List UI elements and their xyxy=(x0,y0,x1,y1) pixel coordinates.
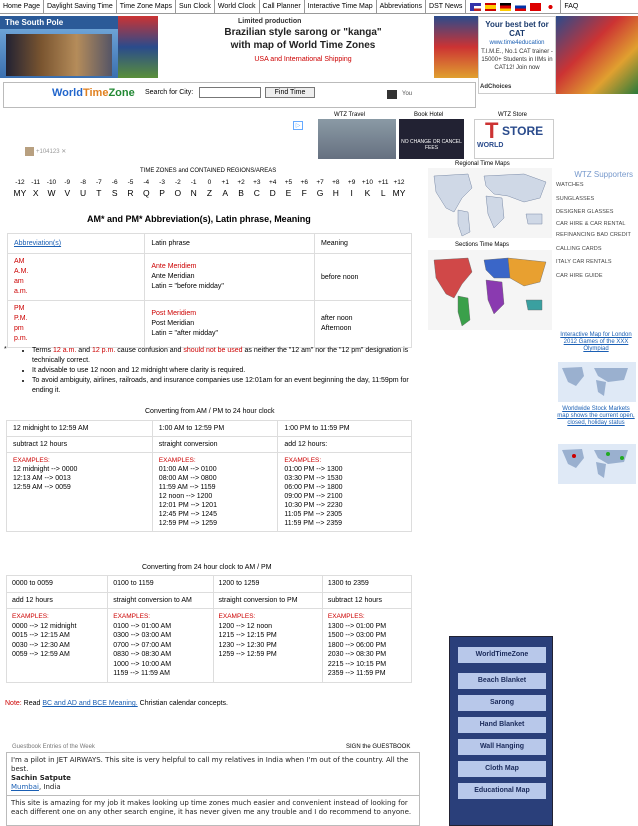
conv2-title: Converting from 24 hour clock to AM / PM xyxy=(142,564,272,571)
abbr-value: A.M. xyxy=(14,268,29,275)
poster-item[interactable]: Cloth Map xyxy=(458,761,546,777)
cat-ad-url[interactable]: www.time4education xyxy=(489,40,545,46)
regional-map-graphic xyxy=(428,168,552,238)
meaning-cell xyxy=(315,254,412,301)
tz-letter[interactable]: N xyxy=(190,188,197,198)
meaning-value: before noon xyxy=(321,273,359,281)
tz-offset[interactable]: -6 xyxy=(111,179,118,186)
tz-offset[interactable]: +7 xyxy=(316,179,324,186)
example-line: 01:00 AM --> 0100 xyxy=(158,466,217,473)
nav-faq[interactable]: FAQ xyxy=(564,3,579,10)
nav-sun-clock[interactable]: Sun Clock xyxy=(176,0,215,13)
guestbook-heading: Guestbook Entries of the Week xyxy=(12,744,95,750)
tz-heading: TIME ZONES and CONTAINED REGIONS/AREAS xyxy=(140,168,277,174)
tz-letter[interactable]: S xyxy=(111,188,118,198)
example-line: 08:00 AM --> 0800 xyxy=(158,475,217,482)
tz-letter[interactable]: K xyxy=(364,188,371,198)
poster-item[interactable]: Educational Map xyxy=(458,783,546,799)
abbr-cell xyxy=(8,301,145,348)
book-hotel-image[interactable] xyxy=(399,119,464,159)
wtz-travel-image[interactable] xyxy=(318,119,396,159)
close-icon[interactable]: ✕ xyxy=(61,149,67,155)
poster-item[interactable]: WorldTimeZone xyxy=(458,647,546,663)
south-pole-photo xyxy=(6,34,112,76)
conv-examples xyxy=(7,609,108,683)
nav-call-planner[interactable]: Call Planner xyxy=(260,0,305,13)
tz-letter[interactable]: X xyxy=(32,188,39,198)
tz-offsets-row xyxy=(12,179,407,186)
tz-letter[interactable]: C xyxy=(253,188,260,198)
example-line: 06:00 PM --> 1800 xyxy=(284,484,343,491)
supporter-link[interactable]: CAR HIRE & CAR RENTAL xyxy=(556,220,626,227)
tz-offset[interactable]: +4 xyxy=(268,179,277,186)
cat-ad-body: T.I.M.E., No.1 CAT trainer - 15000+ Students in IIMs in CAT12! Join now xyxy=(481,49,553,71)
poster-item[interactable]: Sarong xyxy=(458,695,546,711)
example-line: 0830 --> 08:30 AM xyxy=(113,651,172,658)
examples-label: EXAMPLES: xyxy=(327,613,365,620)
store-logo-tz: T xyxy=(485,118,499,143)
tz-letter[interactable]: T xyxy=(96,188,102,198)
entry-author: Sachin Satpute xyxy=(11,774,71,782)
entry-country: , India xyxy=(38,783,61,791)
conv-range: 0000 to 0059 xyxy=(7,576,108,593)
col-header-abbr[interactable]: Abbreviation(s) xyxy=(8,234,145,254)
note-line xyxy=(5,700,228,707)
note-label: Note: xyxy=(5,700,22,707)
guestbook-entries[interactable] xyxy=(6,752,420,826)
tz-letter[interactable]: E xyxy=(285,188,292,198)
conv-range: 1:00 PM to 11:59 PM xyxy=(278,421,412,437)
example-line: 12:45 PM --> 1245 xyxy=(158,511,217,518)
adchoices-label[interactable]: AdChoices xyxy=(480,84,512,90)
example-line: 1500 --> 03:00 PM xyxy=(327,632,387,639)
table-row xyxy=(7,421,412,437)
city-search-label: Search for City: xyxy=(145,89,194,96)
tz-letter[interactable]: G xyxy=(316,188,324,198)
sarong-image-right xyxy=(434,16,478,78)
tz-offset[interactable]: +6 xyxy=(300,179,308,186)
latin-phrase: Ante Meridiem xyxy=(151,263,197,270)
nav-time-zone-maps[interactable]: Time Zone Maps xyxy=(117,0,176,13)
wtz-travel-label[interactable]: WTZ Travel xyxy=(334,112,365,118)
table-row xyxy=(7,609,412,683)
table-row xyxy=(8,301,412,348)
latin-alt: Post Meridian xyxy=(151,320,195,327)
conv-examples xyxy=(278,453,412,532)
example-line: 1000 --> 10:00 AM xyxy=(113,660,172,668)
flag-japan-icon[interactable] xyxy=(545,3,556,11)
top-nav xyxy=(0,0,638,14)
hotel-ad-text: NO CHANGE OR CANCEL FEES xyxy=(401,139,462,151)
conv2-table xyxy=(6,575,412,683)
olympiad-map-graphic xyxy=(558,362,636,402)
abbr-value: a.m. xyxy=(14,288,28,295)
flag-us-icon[interactable] xyxy=(470,3,481,11)
examples-label: EXAMPLES: xyxy=(284,457,322,464)
tz-offset[interactable]: -3 xyxy=(159,179,165,186)
tz-offset[interactable]: +10 xyxy=(361,179,373,186)
language-flags xyxy=(466,0,561,13)
tz-letter[interactable]: MY xyxy=(13,188,27,198)
youtube-icon[interactable] xyxy=(387,90,397,99)
nav-interactive-map[interactable]: Interactive Time Map xyxy=(305,0,377,13)
book-hotel-label[interactable]: Book Hotel xyxy=(414,112,444,118)
tz-letter[interactable]: L xyxy=(380,188,386,198)
latin-phrase: Post Meridiem xyxy=(151,310,197,317)
bc-ad-link[interactable]: BC and AD and BCE Meaning. xyxy=(42,700,138,707)
example-line: 12 noon --> 1200 xyxy=(158,493,213,500)
tz-letter[interactable]: F xyxy=(301,188,307,198)
conv-range: 1200 to 1259 xyxy=(213,576,322,593)
conv-range: 0100 to 1159 xyxy=(108,576,213,593)
tz-letter[interactable]: R xyxy=(127,188,134,198)
note-text: Christian calendar concepts. xyxy=(137,700,228,707)
table-header-row xyxy=(8,234,412,254)
examples-label: EXAMPLES: xyxy=(158,457,196,464)
ad-info-icon[interactable]: ▷ xyxy=(293,121,303,130)
note-text: Read xyxy=(21,700,43,707)
flag-spain-icon[interactable] xyxy=(485,3,496,11)
table-row xyxy=(8,254,412,301)
table-row xyxy=(7,576,412,593)
poster-item[interactable]: Hand Blanket xyxy=(458,717,546,733)
examples-label: EXAMPLES: xyxy=(13,457,50,464)
example-line: 1159 --> 11:59 AM xyxy=(113,670,170,677)
footnote-star: * xyxy=(4,346,7,353)
counter-value: +104123 xyxy=(36,149,60,155)
store-logo-text: STORE xyxy=(502,124,544,138)
tz-letters-row xyxy=(12,188,407,198)
tz-letter[interactable]: A xyxy=(222,188,229,198)
latin-cell xyxy=(145,254,315,301)
example-line: 0030 --> 12:30 AM xyxy=(12,641,70,649)
example-line: 11:59 PM --> 2359 xyxy=(284,520,342,527)
example-line: 1259 --> 12:59 PM xyxy=(218,651,277,658)
abbr-value: PM xyxy=(14,305,25,312)
conv-examples xyxy=(108,609,213,683)
ampm-table xyxy=(7,233,412,348)
entry-location xyxy=(11,783,415,792)
south-pole-title: The South Pole xyxy=(0,16,118,29)
example-line: 12:01 PM --> 1201 xyxy=(158,502,217,509)
sections-map-graphic xyxy=(428,250,552,330)
supporter-link[interactable]: WATCHES xyxy=(556,182,584,188)
conv-examples xyxy=(322,609,411,683)
examples-label: EXAMPLES: xyxy=(12,613,49,620)
stock-map-graphic xyxy=(558,444,636,484)
flag-germany-icon[interactable] xyxy=(500,3,511,11)
regional-maps-title[interactable]: Regional Time Maps xyxy=(455,161,510,167)
banner-line4: USA and International Shipping xyxy=(254,56,352,63)
tz-offset[interactable]: +12 xyxy=(393,179,405,186)
tz-offset[interactable]: +2 xyxy=(237,179,245,186)
tz-letter[interactable]: W xyxy=(47,188,56,198)
table-row xyxy=(7,453,412,532)
nav-abbreviations[interactable]: Abbreviations xyxy=(377,0,426,13)
col-header-meaning: Meaning xyxy=(315,234,412,254)
tz-offset[interactable]: 0 xyxy=(207,179,212,186)
supporter-link[interactable]: ITALY CAR RENTALS xyxy=(556,259,612,265)
latin-meaning: Latin = "after midday" xyxy=(151,330,219,337)
plus-counter[interactable] xyxy=(36,148,66,155)
cat-ad-heading: Your best bet for CAT xyxy=(485,20,549,38)
example-line: 1230 --> 12:30 PM xyxy=(218,641,277,649)
youtube-label[interactable]: You xyxy=(402,91,413,97)
supporters-panel xyxy=(556,170,636,279)
tz-offset[interactable]: +9 xyxy=(347,179,356,186)
tz-offset[interactable]: +5 xyxy=(284,179,293,186)
conv-examples xyxy=(152,453,278,532)
guestbook-entry xyxy=(7,753,419,795)
tz-letter[interactable]: O xyxy=(174,188,182,198)
banner-line3: with map of World Time Zones xyxy=(230,40,376,51)
example-line: 1215 --> 12:15 PM xyxy=(218,632,277,639)
tz-offset[interactable]: -5 xyxy=(127,179,134,186)
olympiad-map-link[interactable]: Interactive Map for London 2012 Games of the XXX Olympiad xyxy=(560,332,632,352)
note-item: • Terms 12 a.m. and 12 p.m. cause confusion and should not be used as neither the "12 am" nor the "12 pm" designation is technically correct. xyxy=(32,346,420,366)
guestbook-entry xyxy=(7,795,419,820)
tz-letter[interactable]: D xyxy=(269,188,276,198)
store-logo-world: WORLD xyxy=(477,142,504,149)
wtz-store-label[interactable]: WTZ Store xyxy=(498,112,528,118)
supporters-title: WTZ Supporters xyxy=(574,170,633,179)
tz-letter[interactable]: P xyxy=(159,188,165,198)
tz-offset[interactable]: -4 xyxy=(143,179,150,186)
conv1-title: Converting from AM / PM to 24 hour clock xyxy=(145,408,275,415)
supporter-link[interactable]: CAR HIRE GUIDE xyxy=(556,272,603,279)
example-line: 1200 --> 12 noon xyxy=(218,622,273,630)
latin-cell xyxy=(145,301,315,348)
abbr-value: P.M. xyxy=(14,315,28,322)
conv-rule: add 12 hours: xyxy=(278,437,412,453)
poster-item[interactable]: Wall Hanging xyxy=(458,739,546,755)
tz-letter[interactable]: B xyxy=(238,188,244,198)
examples-label: EXAMPLES: xyxy=(113,613,151,620)
tz-offset[interactable]: +3 xyxy=(253,179,261,186)
tz-letter[interactable]: H xyxy=(332,188,339,198)
conv-rule: straight conversion xyxy=(152,437,278,453)
tz-offset[interactable]: +11 xyxy=(377,179,389,186)
nav-world-clock[interactable]: World Clock xyxy=(215,0,260,13)
flag-china-icon[interactable] xyxy=(530,3,541,11)
city-search-input[interactable] xyxy=(199,87,261,98)
tz-offset[interactable]: -12 xyxy=(15,179,25,186)
example-line: 11:05 PM --> 2305 xyxy=(284,511,342,518)
sarong-banner[interactable] xyxy=(118,16,478,78)
example-line: 11:59 AM --> 1159 xyxy=(158,484,216,491)
example-line: 0100 --> 01:00 AM xyxy=(113,622,172,630)
banner-line2: Brazilian style sarong or "kanga" xyxy=(224,27,382,38)
tz-offset[interactable]: -2 xyxy=(174,179,181,186)
latin-alt: Ante Meridian xyxy=(151,273,195,280)
conv-examples xyxy=(213,609,322,683)
olympiad-map-image[interactable] xyxy=(558,362,636,402)
tz-offset[interactable]: +8 xyxy=(332,179,340,186)
col-header-latin: Latin phrase xyxy=(145,234,315,254)
page-title: AM* and PM* Abbreviation(s), Latin phrase, Meaning xyxy=(87,214,311,224)
nav-home[interactable]: Home Page xyxy=(0,0,44,13)
logo-time: Time xyxy=(82,87,109,99)
abbr-value: am xyxy=(14,278,24,285)
south-pole-ad[interactable] xyxy=(0,16,118,78)
meaning-value: Afternoon xyxy=(321,325,352,332)
conv-rule: straight conversion to PM xyxy=(213,592,322,609)
examples-label: EXAMPLES: xyxy=(218,613,256,620)
tz-letter[interactable]: I xyxy=(350,188,353,198)
conv-range: 12 midnight to 12:59 AM xyxy=(7,421,153,437)
example-line: 0700 --> 07:00 AM xyxy=(113,641,172,649)
table-row xyxy=(7,592,412,609)
logo-world: World xyxy=(52,87,83,99)
conv-rule: subtract 12 hours xyxy=(322,592,411,609)
example-line: 1800 --> 06:00 PM xyxy=(327,641,387,649)
conv1-table xyxy=(6,420,412,532)
sarong-photo-right[interactable] xyxy=(556,16,638,94)
tz-offset[interactable]: -9 xyxy=(64,179,71,186)
example-line: 2359 --> 11:59 PM xyxy=(327,670,386,677)
example-line: 10:30 PM --> 2230 xyxy=(284,502,343,509)
entry-text: I'm a pilot in JET AIRWAYS. This site is very helpful to call my relatives in India when I'm out of the country. All the best. xyxy=(11,756,409,773)
tz-offset[interactable]: -1 xyxy=(190,179,197,186)
tz-offset[interactable]: +1 xyxy=(221,179,229,186)
product-poster[interactable] xyxy=(449,636,553,826)
note-item: • To avoid ambiguity, airlines, railroads, and insurance companies use 12:01am for an event beginning the day, 11:59pm for ending it. xyxy=(32,376,420,396)
logo-zone: Zone xyxy=(108,87,135,99)
stock-markets-link[interactable]: Worldwide Stock Markets map shows the current open, closed, holiday status xyxy=(557,406,635,426)
banner-line1: Limited production xyxy=(238,18,302,25)
example-line: 2030 --> 08:30 PM xyxy=(327,651,387,658)
tz-offset[interactable]: -10 xyxy=(46,179,57,186)
example-line: 1300 --> 01:00 PM xyxy=(327,622,387,630)
example-line: 12:59 AM --> 0059 xyxy=(13,484,71,491)
sections-world-map[interactable] xyxy=(428,250,552,330)
tz-letter[interactable]: V xyxy=(64,188,71,198)
avatar xyxy=(25,147,34,156)
example-line: 01:00 PM --> 1300 xyxy=(284,466,343,473)
example-line: 2215 --> 10:15 PM xyxy=(327,660,387,668)
abbr-value: p.m. xyxy=(14,335,28,342)
example-line: 0000 --> 12 midnight xyxy=(12,622,77,630)
latin-meaning: Latin = "before midday" xyxy=(151,283,224,290)
meaning-cell xyxy=(315,301,412,348)
abbr-value: AM xyxy=(14,258,25,265)
nav-dst[interactable]: Daylight Saving Time xyxy=(44,0,117,13)
entry-text: This site is amazing for my job it makes looking up time zones much easier and convenient instead of looking for each different one on any other search engine, it has never given me any trouble and I do recommend to anyone. xyxy=(11,799,412,816)
conv-rule: add 12 hours xyxy=(7,592,108,609)
supporter-link[interactable]: DESIGNER GLASSES xyxy=(556,209,614,215)
supporter-link[interactable]: REFINANCING BAD CREDIT xyxy=(556,232,631,238)
nav-dst-news[interactable]: DST News xyxy=(426,0,466,13)
table-row xyxy=(7,437,412,453)
tz-offset[interactable]: -7 xyxy=(95,179,102,186)
supporter-link[interactable]: CALLING CARDS xyxy=(556,245,602,252)
meaning-value: after noon xyxy=(321,315,353,322)
tz-offset[interactable]: -11 xyxy=(31,179,41,186)
example-line: 12:59 PM --> 1259 xyxy=(158,520,217,527)
supporter-link[interactable]: SUNGLASSES xyxy=(556,195,595,202)
example-line: 12:13 AM --> 0013 xyxy=(13,475,71,482)
entry-city-link[interactable]: Mumbai xyxy=(11,783,39,791)
conv-rule: straight conversion to AM xyxy=(108,592,213,609)
flag-russia-icon[interactable] xyxy=(515,3,526,11)
tz-offset[interactable]: -8 xyxy=(80,179,86,186)
conv-rule: subtract 12 hours xyxy=(7,437,153,453)
abbr-cell xyxy=(8,254,145,301)
tz-letter[interactable]: MY xyxy=(392,188,406,198)
regional-world-map[interactable] xyxy=(428,168,552,238)
conv-range: 1:00 AM to 12:59 PM xyxy=(152,421,278,437)
example-line: 0300 --> 03:00 AM xyxy=(113,632,172,639)
worldtimezone-logo[interactable] xyxy=(52,87,135,99)
note-item: • It advisable to use 12 noon and 12 midnight where clarity is required. xyxy=(32,366,420,376)
example-line: 09:00 PM --> 2100 xyxy=(284,493,343,500)
tz-letter[interactable]: U xyxy=(80,188,87,198)
sections-maps-title[interactable]: Sections Time Maps xyxy=(455,242,510,248)
stock-markets-image[interactable] xyxy=(558,444,636,484)
tz-letter[interactable]: Q xyxy=(142,188,150,198)
example-line: 12 midnight --> 0000 xyxy=(13,466,78,473)
wtz-store-image[interactable] xyxy=(474,119,554,159)
sign-guestbook-link[interactable]: SIGN the GUESTBOOK xyxy=(346,744,411,750)
abbr-value: pm xyxy=(14,325,24,332)
example-line: 0059 --> 12:59 AM xyxy=(12,651,70,658)
poster-item[interactable]: Beach Blanket xyxy=(458,673,546,689)
ampm-notes xyxy=(0,346,420,396)
example-line: 03:30 PM --> 1530 xyxy=(284,475,343,482)
conv-examples xyxy=(7,453,153,532)
tz-letter[interactable]: Z xyxy=(206,188,213,198)
cat-ad[interactable] xyxy=(478,16,556,94)
find-time-button[interactable]: Find Time xyxy=(265,87,315,98)
conv-range: 1300 to 2359 xyxy=(322,576,411,593)
example-line: 0015 --> 12:15 AM xyxy=(12,632,70,639)
